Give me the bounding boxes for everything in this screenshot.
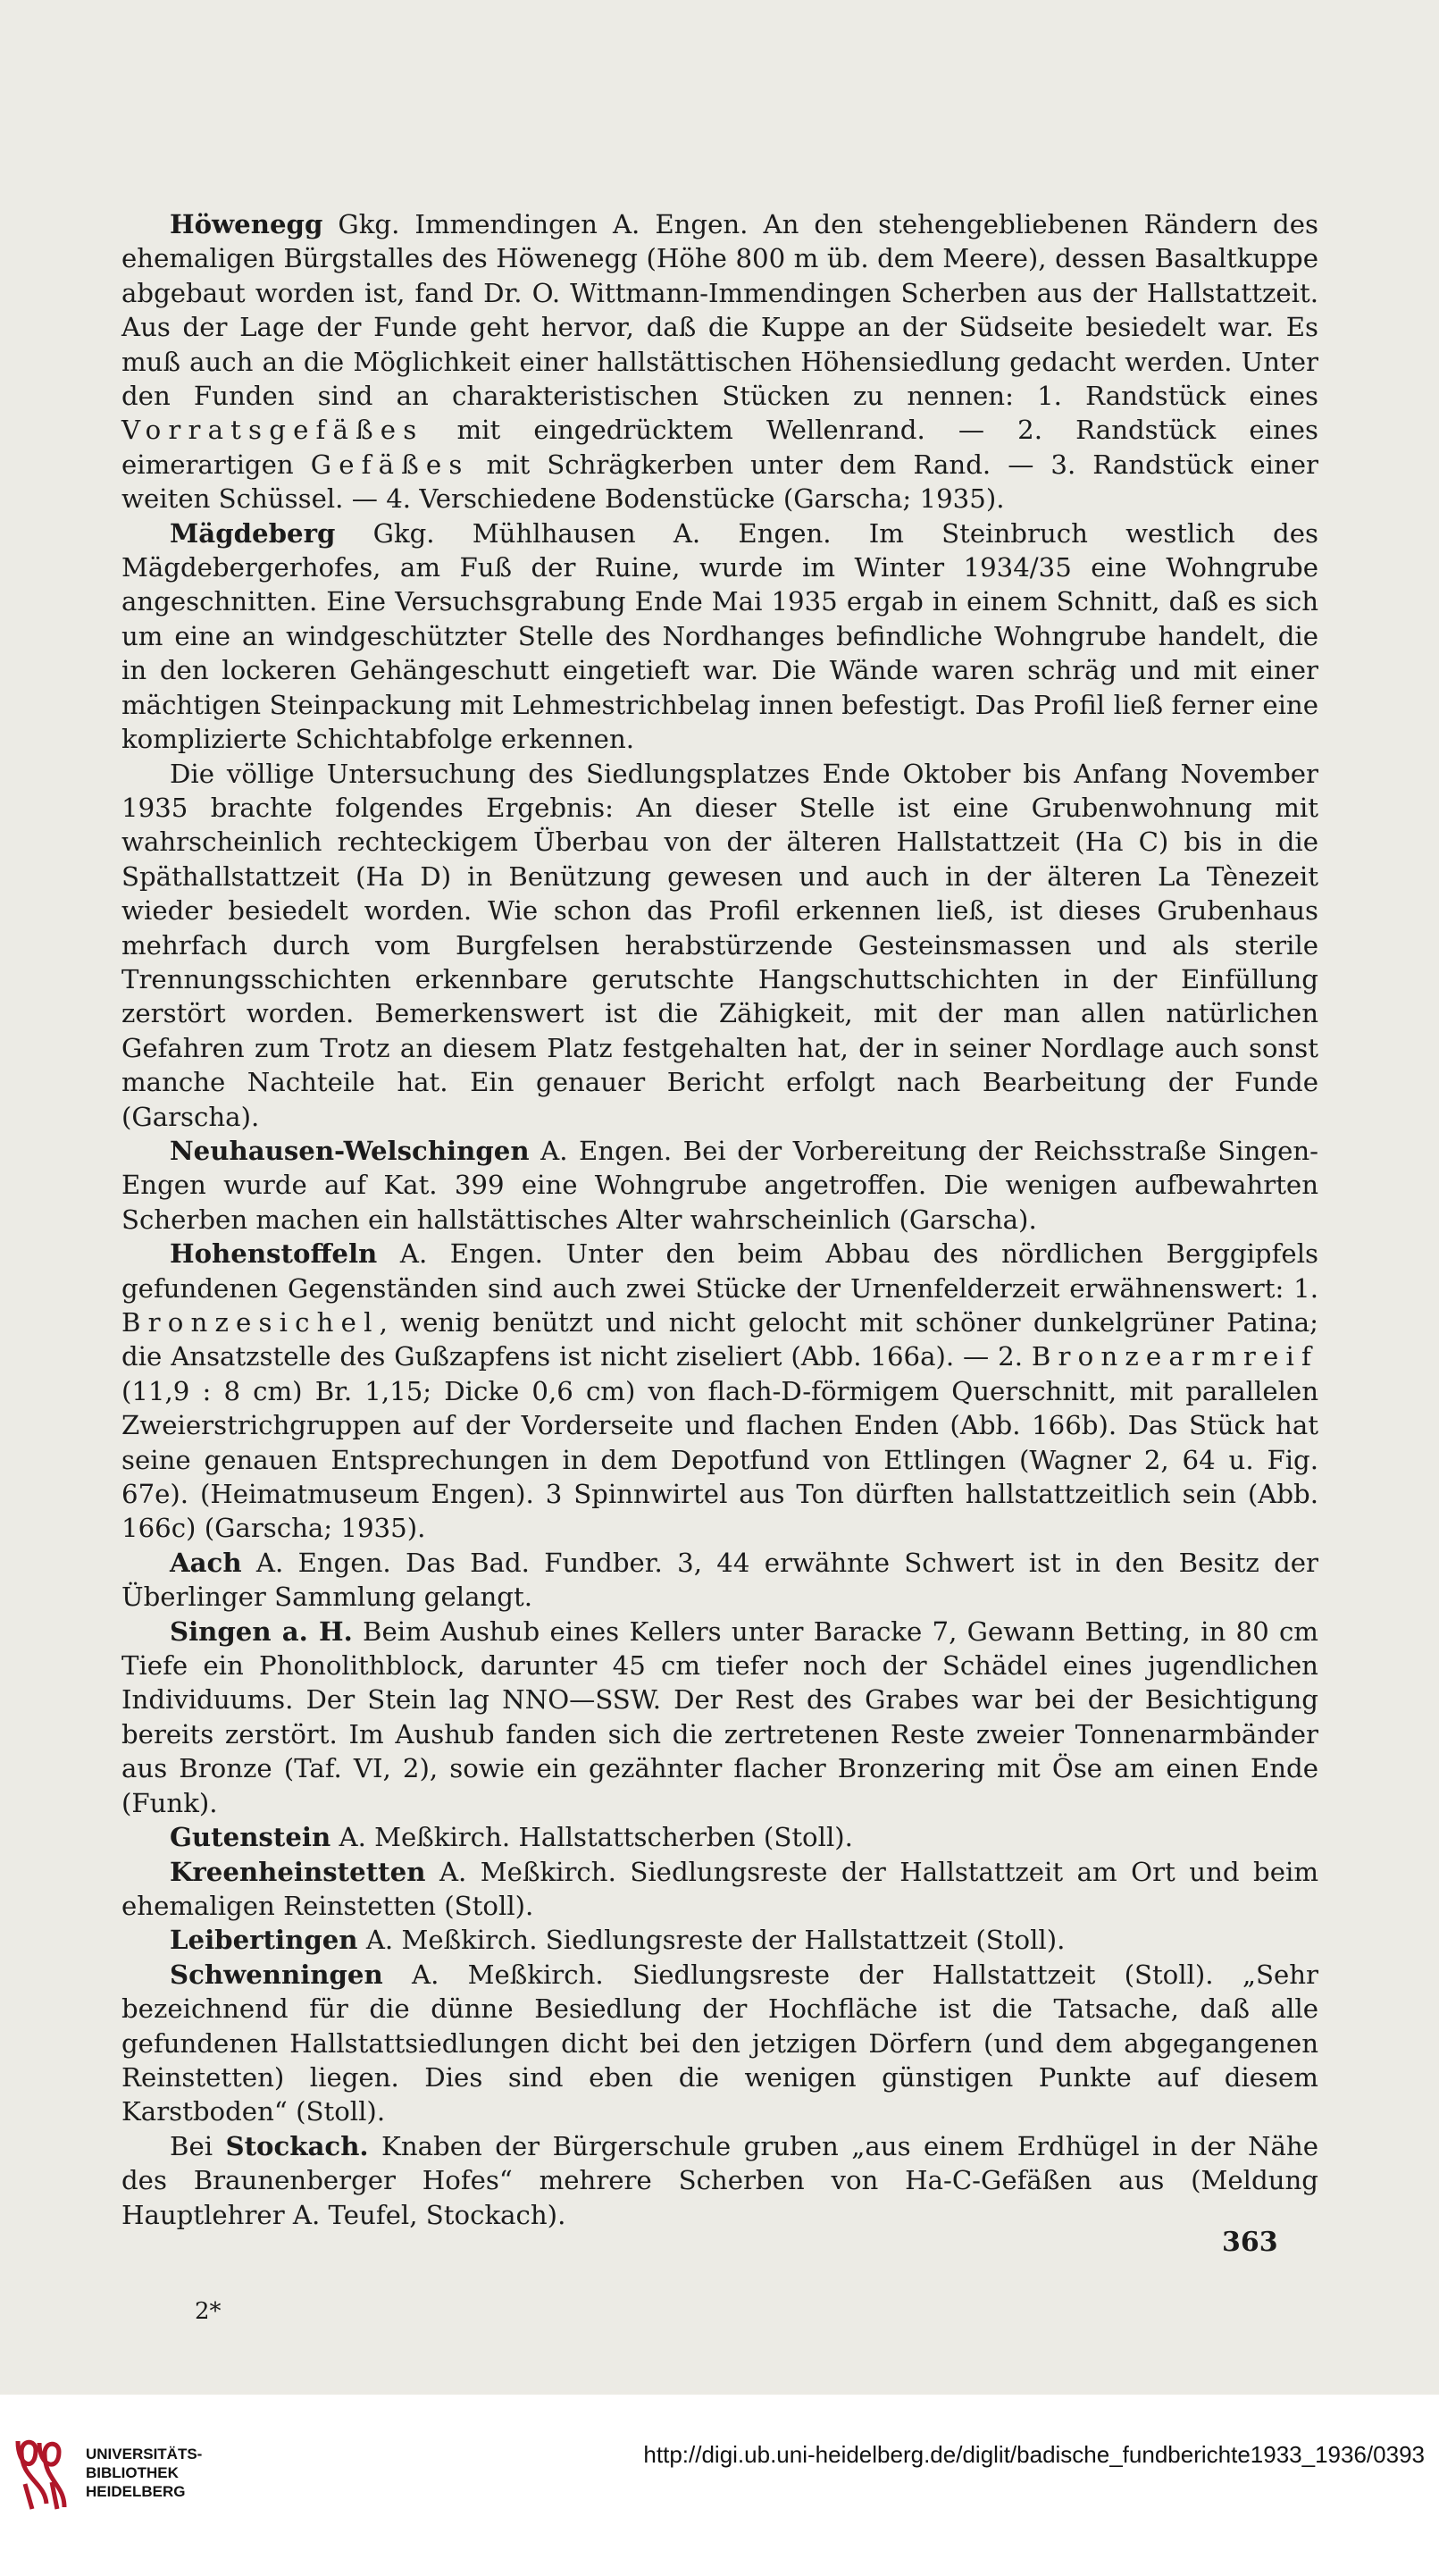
article-text (121, 207, 1318, 2232)
entry-text: mit eingedrücktem Wellenrand. — 2. Randstück eines eimerartigen (121, 415, 1318, 480)
footer-bar (0, 2395, 1439, 2576)
entry-paragraph (121, 757, 1318, 1134)
spaced-emphasis: Gefäßes (310, 449, 470, 480)
logo-text-line: HEIDELBERG (86, 2482, 186, 2500)
entry-paragraph (121, 2129, 1318, 2232)
entry-prefix: Bei (170, 2130, 226, 2161)
source-url-link[interactable]: http://digi.ub.uni-heidelberg.de/diglit/badische_fundberichte1933_1936/0393 (643, 2441, 1425, 2468)
location-heading: Kreenheinstetten (170, 1856, 426, 1887)
entry-text: A. Engen. Das Bad. Fundber. 3, 44 erwähnte Schwert ist in den Besitz der Überlinger Sammlung gelangt. (121, 1547, 1318, 1613)
library-logo-icon (13, 2432, 70, 2513)
entry-paragraph (121, 1134, 1318, 1237)
entry-paragraph (121, 1923, 1318, 1957)
library-logo (13, 2432, 202, 2513)
entry-text: mit Schrägkerben unter dem Rand. — 3. Randstück einer weiten Schüssel. — 4. Verschiedene Bodenstücke (Garscha; 1935). (121, 449, 1318, 515)
entry-text: A. Meßkirch. Siedlungsreste der Hallstattzeit (Stoll). „Sehr bezeichnend für die dünne Besiedlung der Hochfläche ist die Tatsache, daß alle gefundenen Hallstattsiedlungen dicht bei den jetzigen Dörfern (und dem abgegangenen Reinstetten) liegen. Dies sind eben die wenigen günstigen Punkte auf diesem Karstboden“ (Stoll). (121, 1959, 1318, 2127)
entry-text: A. Meßkirch. Hallstattscherben (Stoll). (339, 1822, 853, 1853)
location-heading: Gutenstein (170, 1822, 331, 1853)
entry-paragraph (121, 1546, 1318, 1615)
entry-text: A. Engen. Bei der Vorbereitung der Reichsstraße Singen-Engen wurde auf Kat. 399 eine Wohngrube angetroffen. Die wenigen aufbewahrten Scherben machen ein hallstättisches Alter wahrscheinlich (Garscha). (121, 1135, 1319, 1235)
entry-text: Beim Aushub eines Kellers unter Baracke 7, Gewann Betting, in 80 cm Tiefe ein Phonolithblock, darunter 45 cm tiefer noch der Schädel eines jugendlichen Individuums. Der Stein lag NNO—SSW. Der Rest des Grabes war bei der Besichtigung bereits zerstört. Im Aushub fanden sich die zertretenen Reste zweier Tonnenarmbänder aus Bronze (Taf. VI, 2), sowie ein gezähnter flacher Bronzering mit Öse am einen Ende (Funk). (121, 1615, 1318, 1818)
location-heading: Mägdeberg (170, 517, 336, 549)
entry-text: Die völlige Untersuchung des Siedlungsplatzes Ende Oktober bis Anfang November 1935 brachte folgendes Ergebnis: An dieser Stelle ist eine Grubenwohnung mit wahrscheinlich rechteckigem Überbau von der älteren Hallstattzeit (Ha C) bis in die Späthallstattzeit (Ha D) in Benützung gewesen und auch in der älteren La Tènezeit wieder besiedelt worden. Wie schon das Profil erkennen ließ, ist dieses Grubenhaus mehrfach durch vom Burgfelsen herabstürzende Gesteinsmassen und als sterile Trennungsschichten erkennbare gerutschte Hangschuttschichten in der Einfüllung zerstört worden. Bemerkenswert ist die Zähigkeit, mit der man allen natürlichen Gefahren zum Trotz an diesem Platz festgehalten hat, der in seiner Nordlage auch sonst manche Nachteile hat. Ein genauer Bericht erfolgt nach Bearbeitung der Funde (Garscha). (121, 758, 1318, 1132)
entry-text: Gkg. Mühlhausen A. Engen. Im Steinbruch westlich des Mägdebergerhofes, am Fuß der Ruine, wurde im Winter 1934/35 eine Wohngrube angeschnitten. Eine Versuchsgrabung Ende Mai 1935 ergab in einem Schnitt, daß es sich um eine an windgeschützter Stelle des Nordhanges befindliche Wohngrube handelt, die in den lockeren Gehängeschutt eingetieft war. Die Wände waren schräg und mit einer mächtigen Steinpackung mit Lehmestrichbelag innen befestigt. Das Profil ließ ferner eine komplizierte Schichtabfolge erkennen. (121, 517, 1318, 755)
entry-text: A. Meßkirch. Siedlungsreste der Hallstattzeit (Stoll). (365, 1925, 1066, 1956)
spaced-emphasis: Bronzesichel (121, 1307, 380, 1338)
location-heading: Singen a. H. (170, 1615, 353, 1647)
entry-text: Gkg. Immendingen A. Engen. An den stehengebliebenen Rändern des ehemaligen Bürgstalles des Höwenegg (Höhe 800 m üb. dem Meere), dessen Basaltkuppe abgebaut worden ist, fand Dr. O. Wittmann-Immendingen Scherben aus der Hallstattzeit. Aus der Lage der Funde geht hervor, daß die Kuppe an der Südseite besiedelt war. Es muß auch an die Möglichkeit einer hallstättischen Höhensiedlung gedacht werden. Unter den Funden sind an charakteristischen Stücken zu nennen: 1. Randstück eines (121, 209, 1318, 412)
entry-paragraph (121, 1615, 1318, 1820)
logo-text-line: BIBLIOTHEK (86, 2463, 179, 2481)
entry-text: , wenig benützt und nicht gelocht mit schöner dunkelgrüner Patina; die Ansatzstelle des Gußzapfens ist nicht ziseliert (Abb. 166a). — 2. (121, 1307, 1318, 1372)
location-heading: Schwenningen (170, 1959, 383, 1990)
location-heading: Stockach. (225, 2130, 369, 2161)
entry-text: (11,9 : 8 cm) Br. 1,15; Dicke 0,6 cm) von flach-D-förmigem Querschnitt, mit parallelen Zweierstrichgruppen auf der Vorderseite und flachen Enden (Abb. 166b). Das Stück hat seine genauen Entsprechungen in dem Depotfund von Ettlingen (Wagner 2, 64 u. Fig. 67e). (Heimatmuseum Engen). 3 Spinnwirtel aus Ton dürften hallstattzeitlich sein (Abb. 166c) (Garscha; 1935). (121, 1375, 1318, 1544)
entry-text: A. Meßkirch. Siedlungsreste der Hallstattzeit am Ort und beim ehemaligen Reinstetten (Stoll). (121, 1856, 1319, 1921)
location-heading: Hohenstoffeln (170, 1238, 378, 1270)
entry-text: A. Engen. Unter den beim Abbau des nördlichen Berggipfels gefundenen Gegenständen sind auch zwei Stücke der Urnenfelderzeit erwähnenswert: 1. (121, 1238, 1319, 1304)
entry-paragraph (121, 1237, 1318, 1546)
spaced-emphasis: Vorratsgefäßes (121, 415, 424, 446)
entry-paragraph (121, 1958, 1318, 2129)
logo-text-line: UNIVERSITÄTS- (86, 2445, 203, 2463)
location-heading: Aach (170, 1547, 242, 1578)
entry-paragraph (121, 1855, 1318, 1924)
location-heading: Neuhausen-Welschingen (170, 1135, 530, 1166)
entry-text: Knaben der Bürgerschule gruben „aus einem Erdhügel in der Nähe des Braunenberger Hofes“ mehrere Scherben von Ha-C-Gefäßen aus (Meldung Hauptlehrer A. Teufel, Stockach). (121, 2130, 1318, 2230)
entry-paragraph (121, 1820, 1318, 1854)
location-heading: Höwenegg (170, 209, 323, 239)
entry-paragraph (121, 516, 1318, 757)
location-heading: Leibertingen (170, 1925, 358, 1956)
spaced-emphasis: Bronzearmreif (1031, 1341, 1318, 1372)
page-number: 363 (1222, 2227, 1278, 2258)
entry-paragraph (121, 207, 1318, 516)
signature-mark: 2* (195, 2298, 222, 2325)
